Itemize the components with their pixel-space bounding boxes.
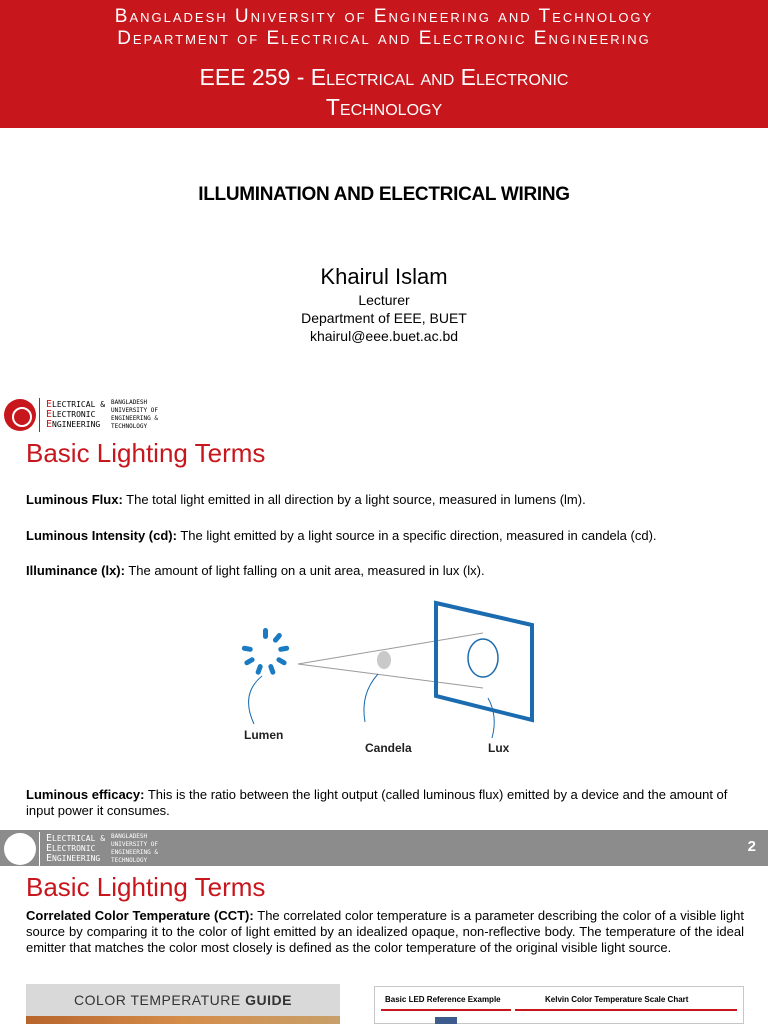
light-source-icon: [241, 628, 289, 675]
course-title: [0, 62, 768, 122]
term-cct: Correlated Color Temperature (CCT): The correlated color temperature is a parameter describing the color of a visible light source by comparing it to the color of light emitted by an idealized opaque, non-reflective body. The temperature of the ideal emitter that matches the color most closely is defined as the color temperature of the original visible light source.: [26, 908, 744, 955]
slide-footer: [0, 830, 768, 866]
course-title-line1: EEE 259 - Electrical and Electronic: [199, 64, 569, 90]
department-logo: ELECTRICAL & ELECTRONIC ENGINEERING BANGLADESH UNIVERSITY OF ENGINEERING & TECHNOLOGY: [4, 398, 158, 432]
buet-seal-icon: [4, 399, 36, 431]
author-name: Khairul Islam: [320, 264, 448, 289]
course-title-line2: Technology: [325, 94, 443, 120]
lux-surface: [436, 603, 532, 720]
kelvin-scale-label: Kelvin Color Temperature Scale Chart: [545, 995, 689, 1004]
author-role: Lecturer: [358, 292, 410, 308]
lux-label: Lux: [488, 741, 510, 755]
color-temperature-guide: COLOR TEMPERATURE GUIDE: [26, 984, 340, 1024]
led-reference-label: Basic LED Reference Example: [385, 995, 501, 1004]
candela-label: Candela: [365, 741, 412, 755]
university-name: Bangladesh University of Engineering and Technology: [114, 6, 654, 27]
footer-logo: ELECTRICAL & ELECTRONIC ENGINEERING BANGLADESH UNIVERSITY OF ENGINEERING & TECHNOLOGY: [4, 832, 158, 866]
slide-heading: Basic Lighting Terms: [26, 438, 266, 468]
author-affiliation: Department of EEE, BUET: [301, 310, 467, 326]
title-banner: [0, 0, 768, 128]
department-name: Department of Electrical and Electronic Engineering: [117, 28, 651, 49]
term-luminous-intensity: Luminous Intensity (cd): The light emitted by a light source in a specific direction, measured in candela (cd).: [26, 528, 657, 543]
page-number: 2: [747, 838, 756, 855]
term-luminous-efficacy: Luminous efficacy: This is the ratio between the light output (called luminous flux) emitted by a device and the amount of input power it consumes.: [26, 787, 728, 818]
led-reference-chart: [374, 986, 744, 1024]
lighting-units-diagram: [230, 598, 550, 768]
candela-solid-angle: [377, 651, 391, 669]
buet-seal-icon: [4, 833, 36, 865]
term-luminous-flux: Luminous Flux: The total light emitted in all direction by a light source, measured in lumens (lm).: [26, 492, 586, 507]
lecture-topic: ILLUMINATION AND ELECTRICAL WIRING: [198, 184, 570, 205]
author-email[interactable]: khairul@eee.buet.ac.bd: [309, 328, 459, 344]
slide2-heading: Basic Lighting Terms: [26, 872, 266, 902]
lumen-label: Lumen: [244, 728, 284, 742]
term-illuminance: Illuminance (lx): The amount of light falling on a unit area, measured in lux (lx).: [26, 563, 485, 578]
lux-area: [468, 639, 498, 677]
led-image: [435, 1017, 457, 1024]
